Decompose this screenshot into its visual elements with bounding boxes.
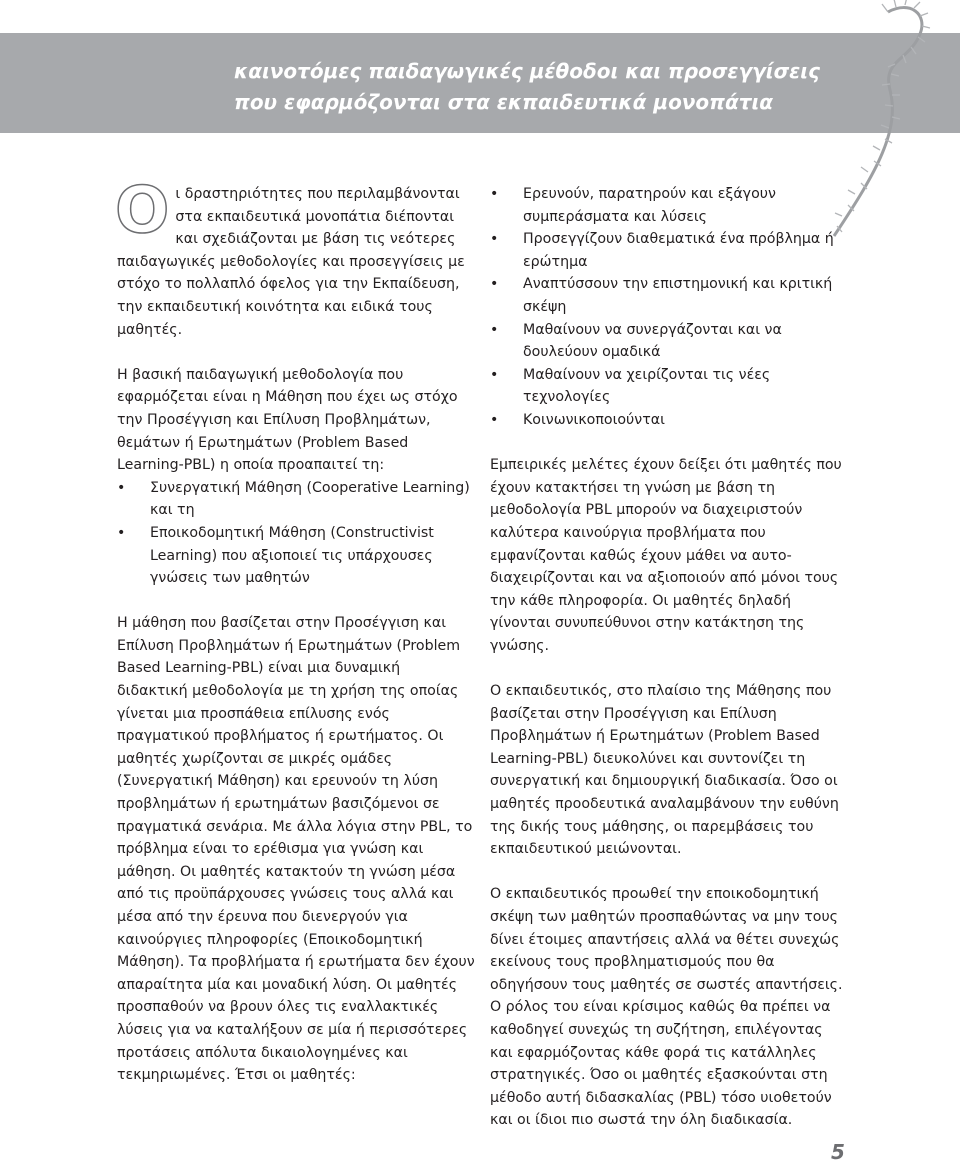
- drop-cap: Ο: [115, 174, 170, 248]
- list-item: • Ερευνούν, παρατηρούν και εξάγουν συμπεράσματα και λύσεις: [490, 183, 845, 228]
- methodology-list: [117, 477, 475, 590]
- intro-text: ι δραστηριότητες που περιλαμβάνονται στα εκπαιδευτικά μονοπάτια διέπονται και σχεδιάζονται με βάση τις νεότερες παιδαγωγικές μεθοδολογίες και προσεγγίσεις με στόχο το πολλαπλό όφελος για την Εκπαίδευση, την εκπαιδευτική κοινότητα και ειδικά τους μαθητές.: [117, 186, 465, 338]
- list-item: • Κοινωνικοποιούνται: [490, 409, 845, 432]
- title-line-2: που εφαρμόζονται στα εκπαιδευτικά μονοπάτια: [234, 90, 774, 114]
- paragraph-teacher-role: Ο εκπαιδευτικός, στο πλαίσιο της Μάθησης που βασίζεται στην Προσέγγιση και Επίλυση Προβλημάτων ή Ερωτημάτων (Problem Based Learning-PBL) διευκολύνει και συντονίζει τη συνεργατική και δημιουργική διαδικασία. Όσο οι μαθητές προοδευτικά αναλαμβάνουν την ευθύνη της δικής τους μάθησης, οι παρεμβάσεις του εκπαιδευτικού μειώνονται.: [490, 683, 839, 858]
- paragraph-methodology: Η βασική παιδαγωγική μεθοδολογία που εφαρμόζεται είναι η Μάθηση που έχει ως στόχο την Προσέγγιση και Επίλυση Προβλημάτων, θεμάτων ή Ερωτημάτων (Problem Based Learning-PBL) η οποία προαπαιτεί τη:: [117, 366, 458, 474]
- paragraph-empirical: Εμπειρικές μελέτες έχουν δείξει ότι μαθητές που έχουν κατακτήσει τη γνώση με βάση τη μεθοδολογία PBL μπορούν να διαχειριστούν καλύτερα καινούργια προβλήματα που εμφανίζονται καθώς έχουν μάθει να αυτο-διαχειρίζονται και να αξιοποιούν από μόνοι τους την κάθε πληροφορία. Οι μαθητές δηλαδή γίνονται συνυπεύθυνοι στην κατάκτηση της γνώσης.: [490, 457, 842, 654]
- list-item: • Μαθαίνουν να συνεργάζονται και να δουλεύουν ομαδικά: [490, 319, 845, 364]
- outcomes-list: [490, 183, 845, 432]
- list-item: • Αναπτύσσουν την επιστημονική και κριτική σκέψη: [490, 273, 845, 318]
- list-item: • Εποικοδομητική Μάθηση (Constructivist Learning) που αξιοποιεί τις υπάρχουσες γνώσεις των μαθητών: [117, 522, 475, 590]
- list-item: • Προσεγγίζουν διαθεματικά ένα πρόβλημα ή ερώτημα: [490, 228, 845, 273]
- left-column: [115, 174, 475, 1087]
- title-line-1: καινοτόμες παιδαγωγικές μέθοδοι και προσεγγίσεις: [234, 59, 820, 83]
- paragraph-pbl: Η μάθηση που βασίζεται στην Προσέγγιση και Επίλυση Προβλημάτων ή Ερωτημάτων (Problem Based Learning-PBL) είναι μια δυναμική διδακτική μεθοδολογία με τη χρήση της οποίας γίνεται μια προσπάθεια επίλυσης ενός πραγματικού προβλήματος ή ερωτήματος. Οι μαθητές χωρίζονται σε μικρές ομάδες (Συνεργατική Μάθηση) και ερευνούν τη λύση προβλημάτων ή ερωτημάτων βασιζόμενοι σε πραγματικά σενάρια. Με άλλα λόγια στην PBL, το πρόβλημα είναι το ερέθισμα για γνώση και μάθηση. Οι μαθητές κατακτούν τη γνώση μέσα από τις προϋπάρχουσες γνώσεις τους αλλά και μέσα από την έρευνα που διενεργούν για καινούργιες πληροφορίες (Εποικοδομητική Μάθηση). Τα προβλήματα ή ερωτήματα δεν έχουν απαραίτητα μία και μοναδική λύση. Οι μαθητές προσπαθούν να βρουν όλες τις εναλλακτικές λύσεις για να καταλήξουν σε μία ή περισσότερες προτάσεις απόλυτα δικαιολογημένες και τεκμηριωμένες. Έτσι οι μαθητές:: [117, 615, 475, 1084]
- list-item: • Συνεργατική Μάθηση (Cooperative Learning) και τη: [117, 477, 475, 522]
- right-column: [490, 183, 845, 1132]
- paragraph-teacher-strategy: Ο εκπαιδευτικός προωθεί την εποικοδομητική σκέψη των μαθητών προσπαθώντας να μην τους δίνει έτοιμες απαντήσεις αλλά να θέτει συνεχώς εκείνους τους προβληματισμούς που θα οδηγήσουν τους μαθητές σε σωστές απαντήσεις. Ο ρόλος του είναι κρίσιμος καθώς θα πρέπει να καθοδηγεί συνεχώς τη συζήτηση, επιλέγοντας και εφαρμόζοντας κάθε φορά τις κατάλληλες στρατηγικές. Όσο οι μαθητές εξασκούνται στη μέθοδο αυτή διδασκαλίας (PBL) τόσο υιοθετούν και οι ίδιοι πιο σωστά την όλη διαδικασία.: [490, 886, 843, 1129]
- intro-paragraph: [115, 174, 475, 341]
- page-number: 5: [831, 1140, 845, 1164]
- list-item: • Μαθαίνουν να χειρίζονται τις νέες τεχνολογίες: [490, 364, 845, 409]
